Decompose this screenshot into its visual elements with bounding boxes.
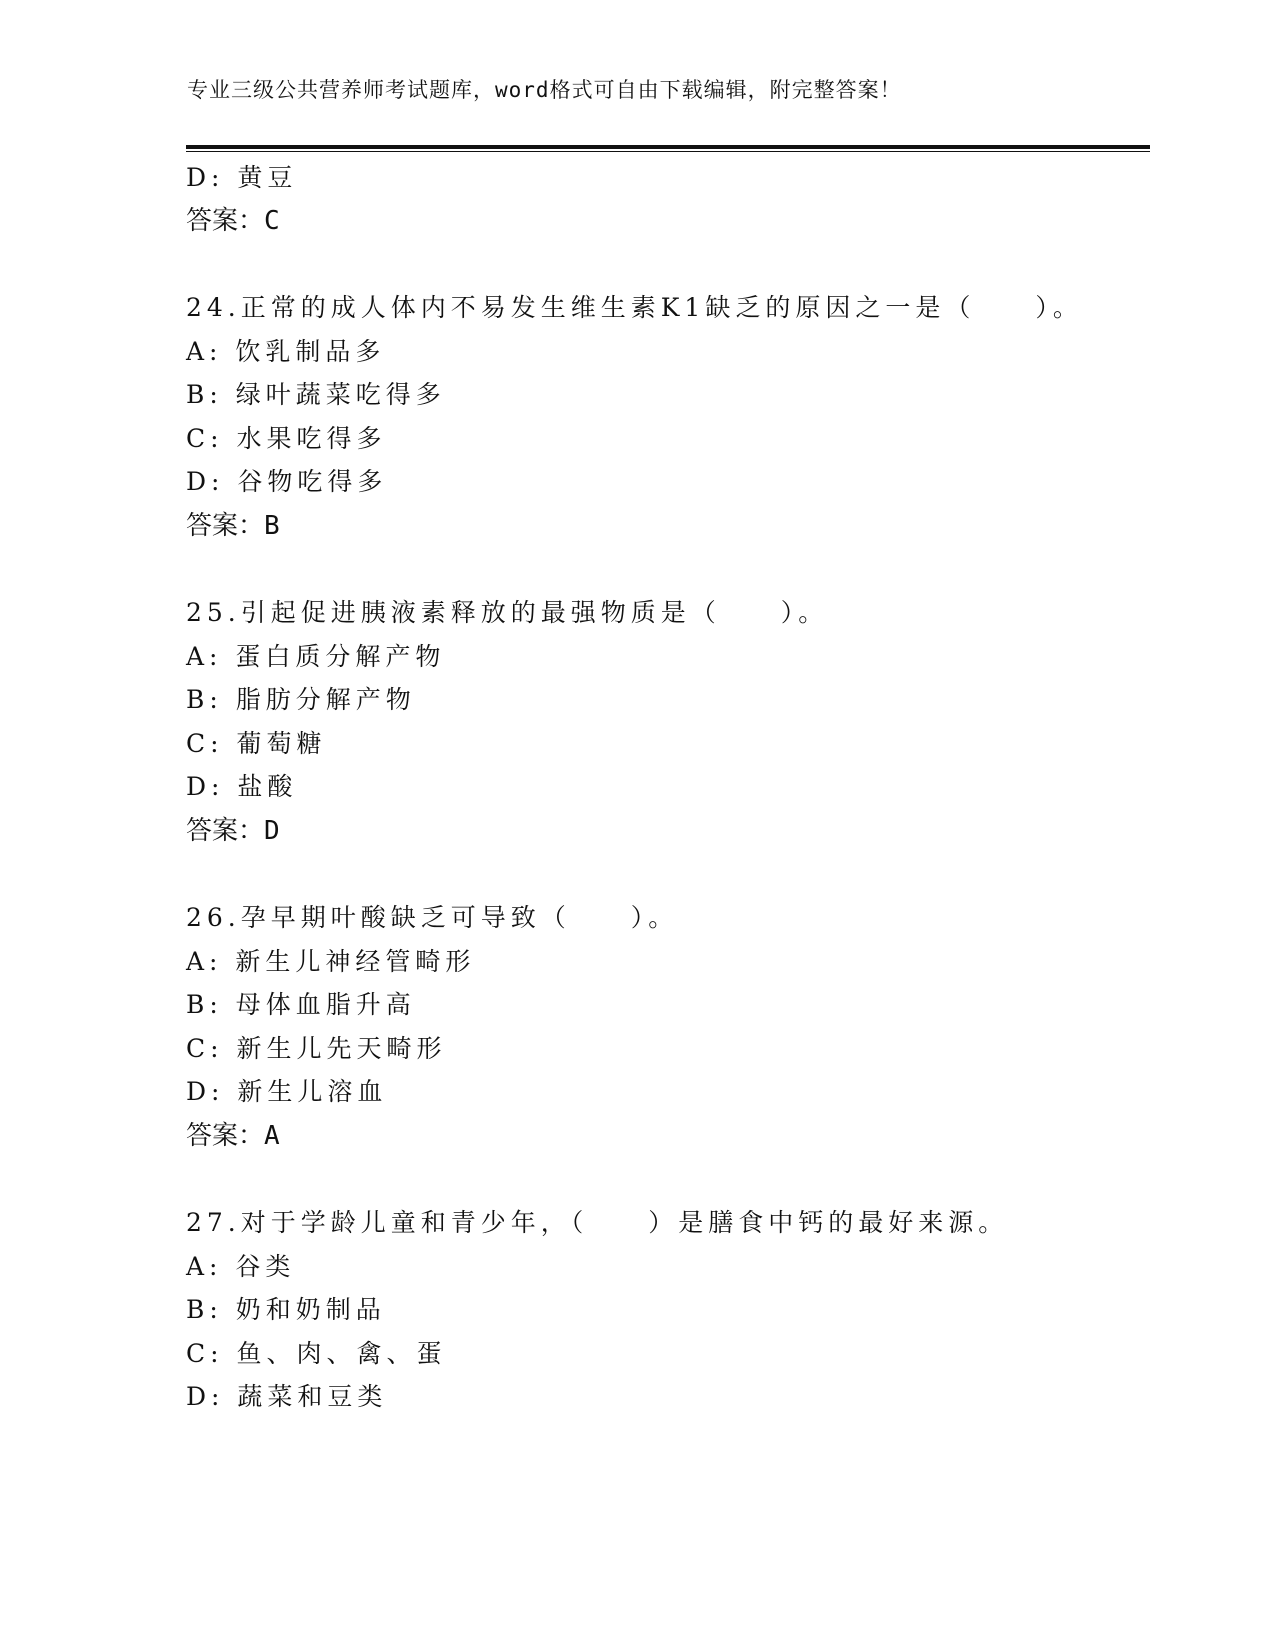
question-24-option-d: D: 谷物吃得多 — [186, 467, 388, 496]
question-24-option-b: B: 绿叶蔬菜吃得多 — [186, 380, 446, 409]
question-25-option-c: C: 葡萄糖 — [186, 729, 327, 758]
answer-value: C — [264, 206, 280, 236]
question-26-option-d: D: 新生儿溶血 — [186, 1077, 388, 1106]
question-26-stem: 26.孕早期叶酸缺乏可导致（ ）。 — [186, 903, 679, 932]
answer-label: 答案： — [186, 511, 265, 541]
answer-value: D — [264, 816, 280, 846]
question-25-stem: 25.引起促进胰液素释放的最强物质是（ ）。 — [186, 598, 829, 627]
question-26-answer — [186, 1121, 280, 1151]
question-27-option-c: C: 鱼、肉、禽、蛋 — [186, 1339, 447, 1368]
question-25-answer — [186, 816, 280, 846]
question-26-option-b: B: 母体血脂升高 — [186, 990, 416, 1019]
question-26-option-c: C: 新生儿先天畸形 — [186, 1034, 447, 1063]
answer-label: 答案： — [186, 1121, 265, 1151]
prev-question-answer — [186, 206, 280, 236]
answer-value: B — [264, 511, 280, 541]
header-rule-thin — [186, 151, 1150, 152]
question-27-stem: 27.对于学龄儿童和青少年，（ ）是膳食中钙的最好来源。 — [186, 1208, 1009, 1237]
question-25-option-b: B: 脂肪分解产物 — [186, 685, 416, 714]
answer-label: 答案： — [186, 816, 265, 846]
question-24-answer — [186, 511, 280, 541]
question-24-option-c: C: 水果吃得多 — [186, 424, 387, 453]
answer-label: 答案： — [186, 206, 265, 236]
question-25-option-a: A: 蛋白质分解产物 — [186, 642, 446, 671]
question-24-stem: 24.正常的成人体内不易发生维生素K1缺乏的原因之一是（ ）。 — [186, 293, 1083, 322]
page-header: 专业三级公共营养师考试题库，word格式可自由下载编辑，附完整答案！ — [187, 78, 902, 102]
question-24-option-a: A: 饮乳制品多 — [186, 337, 386, 366]
question-27-option-d: D: 蔬菜和豆类 — [186, 1382, 388, 1411]
question-26-option-a: A: 新生儿神经管畸形 — [186, 947, 476, 976]
question-27-option-b: B: 奶和奶制品 — [186, 1295, 386, 1324]
header-rule-thick — [186, 145, 1150, 149]
prev-question-option-d: D: 黄豆 — [186, 163, 298, 192]
answer-value: A — [264, 1121, 280, 1151]
question-27-option-a: A: 谷类 — [186, 1252, 296, 1281]
question-25-option-d: D: 盐酸 — [186, 772, 298, 801]
